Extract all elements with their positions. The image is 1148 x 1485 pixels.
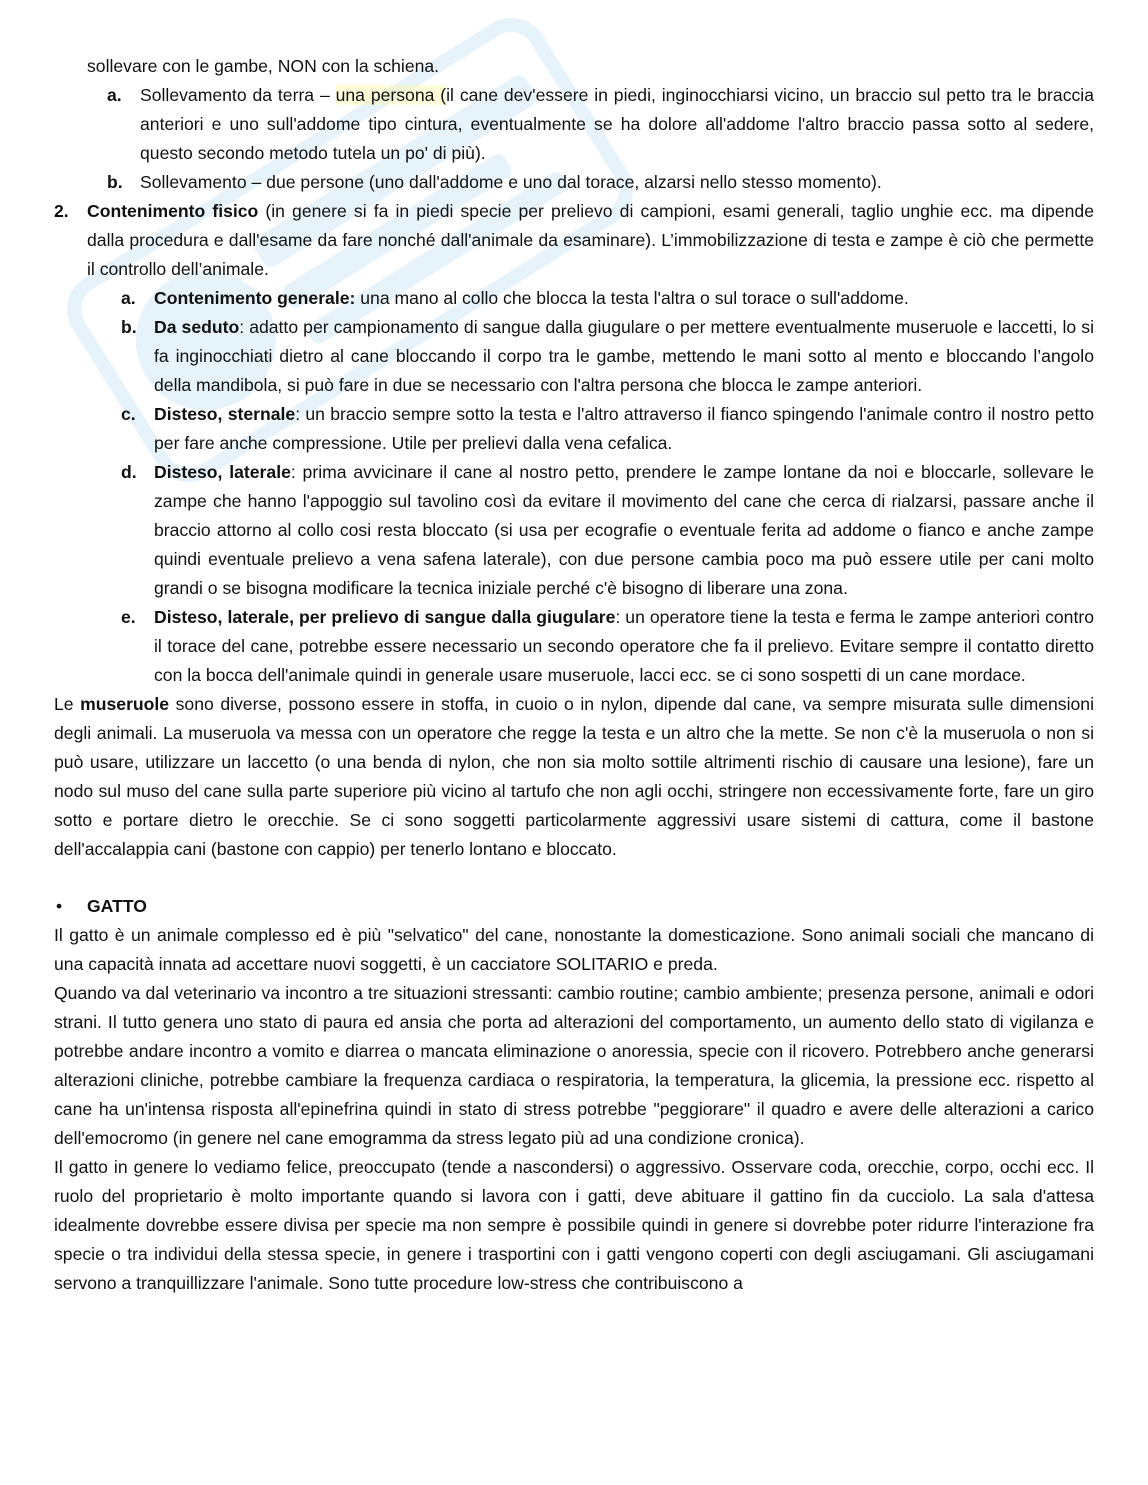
- intro-line: sollevare con le gambe, NON con la schiena.: [87, 56, 440, 76]
- section-contenimento-fisico: [54, 197, 1094, 284]
- restraint-item-text: : prima avvicinare il cane al nostro petto, prendere le zampe lontane da noi e bloccarle, sollevare le zampe che hanno l'appoggio sul tavolino così da evitare il movimento del cane che cerca di rialzarsi, passare anche il braccio attorno al collo cosi resta bloccato (si usa per ecografie o eventuale ferita ad addome o fianco e anche zampe quindi eventuale prelievo a vena safena laterale), con due persone cambia poco ma può essere utile per cani molto grandi o se bisogna modificare la tecnica iniziale perché c'è bisogno di liberare una zona.: [154, 462, 1095, 598]
- museruole-pre: Le: [54, 694, 81, 714]
- restraint-item-text: : adatto per campionamento di sangue dalla giugulare o per mettere eventualmente museruole e laccetti, lo si fa inginocchiati dietro al cane bloccando il corpo tra le gambe, mettendo le mani sotto al mento e bloccando l’angolo della mandibola, si può fare in due se necessario con l'altra persona che blocca le zampe anteriori.: [154, 317, 1094, 395]
- restraint-item-marker: e.: [121, 607, 136, 627]
- museruole-paragraph: [54, 690, 1094, 864]
- gatto-heading: [54, 892, 1094, 921]
- lifting-item-b: [54, 168, 1094, 197]
- gatto-heading-text: GATTO: [87, 896, 147, 916]
- restraint-item-title: Disteso, laterale: [154, 462, 291, 482]
- lifting-item-text-after: il cane dev'essere in piedi, inginocchiarsi vicino, un braccio sul petto tra le braccia anteriori e uno sull'addome tipo cintura, eventualmente se ha dolore all'addome l'altro braccio passa sotto al sedere, questo secondo metodo tutela un po' di più).: [140, 85, 1094, 163]
- gatto-paragraph-2: Quando va dal veterinario va incontro a tre situazioni stressanti: cambio routine; cambio ambiente; presenza persone, animali e odori strani. Il tutto genera uno stato di paura ed ansia che porta ad alterazioni del comportamento, un aumento dello stato di vigilanza e potrebbe andare incontro a vomito e diarrea o mancata eliminazione o anoressia, specie con il ricovero. Potrebbero anche generarsi alterazioni cliniche, potrebbe cambiare la frequenza cardiaca o respiratoria, la temperatura, la glicemia, la pressione ecc. rispetto al cane ha un'intensa risposta all'epinefrina quindi in stato di stress potrebbe "peggiorare" il quadro e avere delle alterazioni a carico dell'emocromo (in genere nel cane emogramma da stress legato più ad una condizione cronica).: [54, 983, 1094, 1148]
- museruole-text: sono diverse, possono essere in stoffa, in cuoio o in nylon, dipende dal cane, va sempre misurata sulle dimensioni degli animali. La museruola va messa con un operatore che regge la testa e un altro che la mette. Se non c'è la museruola o non si può usare, utilizzare un laccetto (o una benda di nylon, che non sia molto sottile altrimenti rischio di causare una lesione), fare un nodo sul muso del cane sulla parte superiore più vicino al tartufo che non agli occhi, stringere non eccessivamente forte, fare un giro sotto e portare dietro le orecchie. Se ci sono soggetti particolarmente aggressivi usare sistemi di cattura, come il bastone dell'accalappia cani (bastone con cappio) per tenerlo lontano e bloccato.: [54, 694, 1094, 859]
- gatto-paragraph-1: Il gatto è un animale complesso ed è più "selvatico" del cane, nonostante la domesticazione. Sono animali sociali che mancano di una capacità innata ad accettare nuovi soggetti, è un cacciatore SOLITARIO e preda.: [54, 925, 1094, 974]
- lifting-item-a: [54, 81, 1094, 168]
- restraint-item-text: : un operatore tiene la testa e ferma le zampe anteriori contro il torace del cane, potrebbe essere necessario un secondo operatore che fa il prelievo. Evitare sempre il contatto diretto con la bocca dell'animale quindi in generale usare museruole, lacci ecc. se ci sono sospetti di un cane mordace.: [154, 607, 1094, 685]
- restraint-item-d: [54, 458, 1094, 603]
- lifting-item-marker: a.: [107, 85, 122, 105]
- restraint-item-title: Disteso, sternale: [154, 404, 296, 424]
- restraint-item-e: [54, 603, 1094, 690]
- document-page: [54, 52, 1094, 1298]
- bullet-icon: •: [56, 896, 63, 916]
- section-title: Contenimento fisico: [87, 201, 259, 221]
- section-text: (in genere si fa in piedi specie per prelievo di campioni, esami generali, taglio unghie ecc. ma dipende dalla procedura e dall'esame da fare nonché dall'animale da esaminare). L’immobilizzazione di testa e zampe è ciò che permette il controllo dell’animale.: [87, 201, 1095, 279]
- lifting-item-text: Sollevamento – due persone (uno dall'addome e uno dal torace, alzarsi nello stesso momento).: [140, 172, 882, 192]
- restraint-item-marker: c.: [121, 404, 136, 424]
- lifting-item-text: Sollevamento da terra –: [140, 85, 336, 105]
- lifting-item-marker: b.: [107, 172, 123, 192]
- restraint-item-title: Contenimento generale:: [154, 288, 356, 308]
- restraint-item-c: [54, 400, 1094, 458]
- restraint-item-a: [54, 284, 1094, 313]
- restraint-item-text: una mano al collo che blocca la testa l'altra o sul torace o sull'addome.: [355, 288, 909, 308]
- restraint-item-b: [54, 313, 1094, 400]
- restraint-item-title: Da seduto: [154, 317, 240, 337]
- restraint-item-text: : un braccio sempre sotto la testa e l'altro attraverso il fianco spingendo l'animale contro il nostro petto per fare anche compressione. Utile per prelievi dalla vena cefalica.: [154, 404, 1095, 453]
- museruole-bold: museruole: [80, 694, 170, 714]
- restraint-item-title: Disteso, laterale, per prelievo di sangue dalla giugulare: [154, 607, 616, 627]
- section-number: 2.: [54, 201, 69, 221]
- restraint-item-marker: b.: [121, 317, 137, 337]
- lifting-item-highlight: una persona (: [335, 85, 447, 105]
- restraint-item-marker: d.: [121, 462, 137, 482]
- restraint-item-marker: a.: [121, 288, 136, 308]
- gatto-paragraph-3: Il gatto in genere lo vediamo felice, preoccupato (tende a nascondersi) o aggressivo. Osservare coda, orecchie, corpo, occhi ecc. Il ruolo del proprietario è molto importante quando si lavora con i gatti, deve abituare il gattino fin da cucciolo. La sala d'attesa idealmente dovrebbe essere divisa per specie ma non sempre è possibile quindi in genere si dovrebbe poter ridurre l'interazione fra specie o tra individui della stessa specie, in genere i trasportini con i gatti vengono coperti con degli asciugamani. Gli asciugamani servono a tranquillizzare l'animale. Sono tutte procedure low-stress che contribuiscono a: [54, 1157, 1094, 1293]
